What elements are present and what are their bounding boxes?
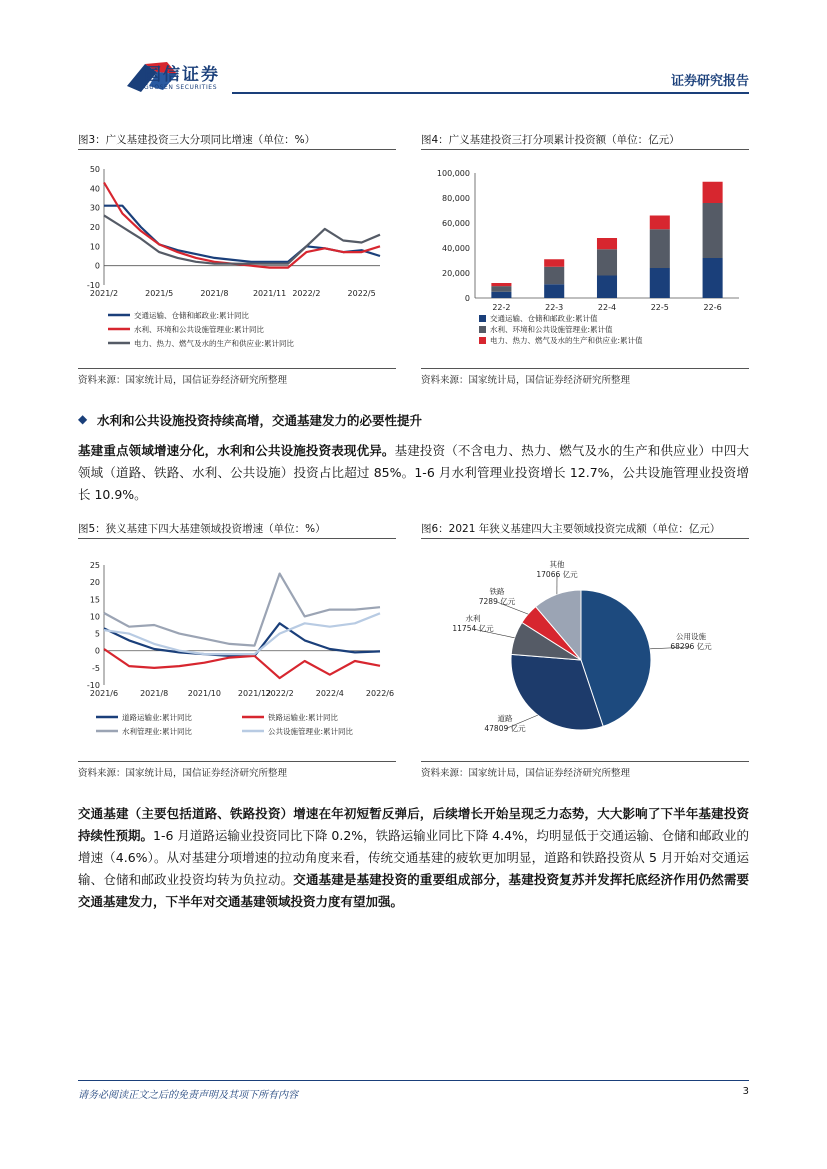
fig6-slice-value: 17066 亿元 [536, 570, 578, 579]
fig3-title: 图3：广义基建投资三大分项同比增速（单位：%） [78, 134, 316, 146]
report-type: 证券研究报告 [670, 74, 749, 89]
fig4-x-tick-label: 22-3 [545, 303, 564, 312]
fig5-title-rule [78, 538, 396, 539]
fig6-chart [421, 545, 749, 755]
fig5-y-tick-label: -10 [86, 681, 100, 690]
fig5-legend-label: 铁路运输业:累计同比 [268, 713, 339, 722]
fig6-slice-value: 68296 亿元 [670, 642, 712, 651]
closing-conclusion: 交通基建是基建投资的重要组成部分，基建投资复苏并发挥托底经济作用仍然需要交通基建发力，下半年对交通基建领域投资力度有望加强。 [78, 872, 749, 909]
fig4-bar-segment-2 [597, 249, 617, 275]
fig3-series-line-2 [104, 183, 380, 268]
fig4-bar-segment-1 [544, 284, 564, 298]
fig3-y-tick-label: 50 [89, 165, 100, 174]
fig3-x-tick-label: 2021/8 [200, 289, 229, 298]
fig6-slice-value: 11754 亿元 [452, 624, 494, 633]
fig6-slice-value: 47809 亿元 [484, 724, 526, 733]
fig4-bar-segment-3 [703, 182, 723, 203]
fig5-x-tick-label: 2021/8 [140, 689, 169, 698]
fig4-bar-segment-3 [650, 216, 670, 230]
fig6-bottom-rule [421, 761, 749, 762]
fig3-y-tick-label: 40 [89, 184, 100, 194]
fig6-slice-name: 道路 [497, 714, 513, 723]
fig3-legend-label: 水利、环境和公共设施管理业:累计同比 [134, 325, 265, 334]
fig3-y-tick-label: -10 [86, 281, 100, 290]
closing-lead: 交通基建（主要包括道路、铁路投资）增速在年初短暂反弹后，后续增长开始呈现乏力态势，大大影响了下半年基建投资持续性预期。 [78, 806, 749, 843]
closing-paragraph [78, 803, 749, 913]
closing-body: 1-6 月道路运输业投资同比下降 0.2%，铁路运输业同比下降 4.4%，均明显低于交通运输、仓储和邮政业的增速（4.6%）。从对基建分项增速的拉动角度来看，传统交通基建的疲软更加明显，道路和铁路投资从 5 月开始对交通运输、仓储和邮政业投资均转为负拉动。 [78, 828, 749, 887]
fig4-legend-swatch [479, 315, 486, 322]
fig3-legend-label: 交通运输、仓储和邮政业:累计同比 [134, 311, 250, 320]
fig3-bottom-rule [78, 368, 396, 369]
fig5-x-tick-label: 2022/6 [365, 689, 395, 698]
fig6-slice-name: 铁路 [489, 587, 505, 596]
fig4-x-tick-label: 22-4 [597, 303, 617, 312]
footer-disclaimer: 请务必阅读正文之后的免责声明及其项下所有内容 [78, 1090, 298, 1101]
fig3-y-tick-label: 0 [94, 261, 100, 271]
fig4-bar-segment-2 [703, 203, 723, 258]
fig4-bar-segment-2 [491, 286, 511, 292]
fig3-x-tick-label: 2021/2 [89, 289, 119, 298]
fig4-source: 资料来源：国家统计局，国信证券经济研究所整理 [421, 375, 631, 386]
fig3-x-tick-label: 2022/2 [292, 289, 321, 298]
fig5-series-line-3 [104, 574, 380, 646]
fig3-legend-label: 电力、热力、燃气及水的生产和供应业:累计同比 [134, 339, 295, 348]
fig5-x-tick-label: 2022/2 [265, 689, 294, 698]
fig4-y-tick-label: 60,000 [442, 219, 470, 228]
fig5-x-tick-label: 2021/12 [237, 689, 272, 698]
fig4-bar-segment-2 [544, 267, 564, 285]
brand-name: 国信证券 [144, 65, 220, 85]
fig5-y-tick-label: -5 [92, 663, 100, 673]
fig4-x-tick-label: 22-5 [650, 303, 669, 312]
fig4-legend-label: 电力、热力、燃气及水的生产和供应业:累计值 [490, 336, 643, 345]
footer-rule [78, 1080, 749, 1081]
fig3-series-line-3 [104, 215, 380, 263]
section-heading: 水利和公共设施投资持续高增，交通基建发力的必要性提升 [97, 413, 423, 428]
fig6-slice-name: 水利 [465, 614, 481, 623]
fig4-legend-swatch [479, 337, 486, 344]
paragraph-body: 基建投资（不含电力、热力、燃气及水的生产和供应业）中四大领域（道路、铁路、水利、公共设施）投资占比超过 85%。1-6 月水利管理业投资增长 12.7%，公共设施管理业投资增长 10.9%。 [78, 443, 749, 502]
fig5-x-tick-label: 2021/10 [187, 689, 221, 698]
fig5-legend-label: 公共设施管理业:累计同比 [268, 727, 354, 736]
diamond-bullet-icon: ◆ [78, 412, 88, 426]
fig6-source: 资料来源：国家统计局，国信证券经济研究所整理 [421, 768, 631, 779]
fig3-x-tick-label: 2022/5 [347, 289, 376, 298]
fig5-y-tick-label: 25 [89, 561, 100, 570]
fig4-legend-swatch [479, 326, 486, 333]
fig4-y-tick-label: 80,000 [442, 194, 470, 203]
fig6-slice-name: 公用设施 [676, 632, 706, 641]
fig6-title: 图6：2021 年狭义基建四大主要领域投资完成额（单位：亿元） [421, 523, 721, 535]
fig4-bar-segment-3 [597, 238, 617, 249]
fig5-x-tick-label: 2021/6 [89, 689, 119, 698]
fig5-legend-label: 道路运输业:累计同比 [122, 713, 193, 722]
fig6-title-rule [421, 538, 749, 539]
fig3-y-tick-label: 10 [89, 242, 100, 252]
brand-name-en: GUOSEN SECURITIES [144, 84, 218, 91]
fig4-bar-segment-2 [650, 229, 670, 268]
fig4-x-tick-label: 22-6 [703, 303, 722, 312]
fig6-slice-value: 7289 亿元 [478, 597, 516, 606]
fig5-source: 资料来源：国家统计局，国信证券经济研究所整理 [78, 768, 288, 779]
fig4-title-rule [421, 149, 749, 150]
fig4-bottom-rule [421, 368, 749, 369]
paragraph-lead: 基建重点领域增速分化，水利和公共设施投资表现优异。 [78, 443, 395, 458]
fig4-chart [421, 155, 749, 365]
fig4-y-tick-label: 40,000 [442, 244, 470, 253]
fig4-bar-segment-3 [544, 259, 564, 267]
fig5-y-tick-label: 5 [94, 629, 100, 639]
fig4-legend-label: 交通运输、仓储和邮政业:累计值 [490, 314, 598, 323]
header-rule [232, 92, 749, 94]
fig5-x-tick-label: 2022/4 [315, 689, 344, 698]
fig4-legend-label: 水利、环境和公共设施管理业:累计值 [490, 325, 613, 334]
fig6-slice-name: 其他 [549, 560, 565, 569]
fig3-source: 资料来源：国家统计局，国信证券经济研究所整理 [78, 375, 288, 386]
page-number: 3 [742, 1086, 749, 1097]
fig4-bar-segment-1 [491, 292, 511, 298]
fig4-y-tick-label: 100,000 [436, 169, 470, 178]
fig4-bar-segment-1 [597, 276, 617, 299]
fig5-y-tick-label: 15 [89, 595, 100, 605]
fig4-bar-segment-3 [491, 283, 511, 286]
fig4-bar-segment-1 [650, 268, 670, 298]
fig3-chart [78, 155, 396, 365]
fig5-bottom-rule [78, 761, 396, 762]
section-paragraph [78, 440, 749, 506]
fig5-series-line-4 [104, 613, 380, 654]
fig3-x-tick-label: 2021/5 [145, 289, 174, 298]
fig3-x-tick-label: 2021/11 [252, 289, 287, 298]
fig5-y-tick-label: 10 [89, 612, 100, 622]
fig5-chart [78, 545, 396, 755]
fig4-y-tick-label: 0 [464, 294, 470, 303]
fig5-y-tick-label: 0 [94, 646, 100, 656]
fig3-y-tick-label: 30 [89, 203, 100, 213]
fig4-bar-segment-1 [703, 258, 723, 298]
fig5-y-tick-label: 20 [89, 578, 100, 588]
fig4-title: 图4：广义基建投资三打分项累计投资额（单位：亿元） [421, 134, 680, 146]
fig5-legend-label: 水利管理业:累计同比 [122, 727, 193, 736]
fig3-title-rule [78, 149, 396, 150]
fig5-title: 图5：狭义基建下四大基建领域投资增速（单位：%） [78, 523, 326, 535]
fig4-y-tick-label: 20,000 [442, 269, 470, 278]
fig4-x-tick-label: 22-2 [492, 303, 511, 312]
fig3-y-tick-label: 20 [89, 223, 100, 232]
